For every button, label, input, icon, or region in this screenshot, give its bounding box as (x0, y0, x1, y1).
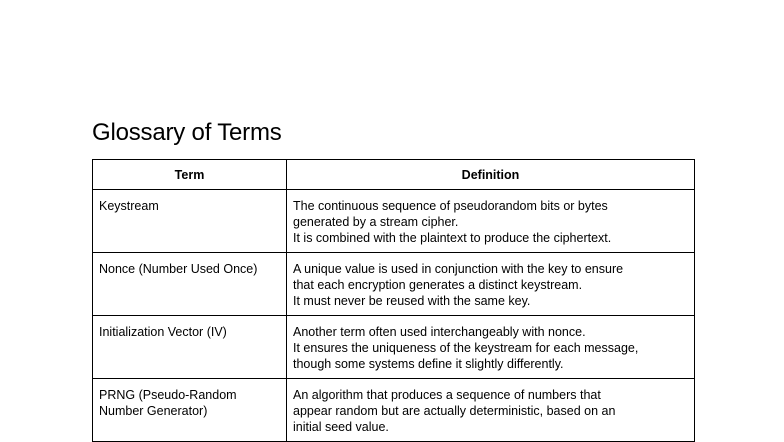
term-cell (93, 253, 287, 316)
table-row (93, 253, 695, 316)
column-header-definition: Definition (287, 160, 695, 190)
glossary-table (92, 159, 695, 442)
term-cell (93, 379, 287, 442)
term-text: Keystream (99, 199, 159, 213)
definition-line: Another term often used interchangeably with nonce. (293, 325, 586, 339)
definition-line: generated by a stream cipher. (293, 215, 459, 229)
definition-line: It must never be reused with the same key. (293, 294, 531, 308)
table-header-row (93, 160, 695, 190)
definition-line: A unique value is used in conjunction with the key to ensure (293, 262, 624, 276)
definition-cell (287, 253, 695, 316)
column-header-term: Term (93, 160, 287, 190)
definition-cell (287, 316, 695, 379)
definition-line: The continuous sequence of pseudorandom bits or bytes (293, 199, 608, 213)
definition-line: An algorithm that produces a sequence of numbers that (293, 388, 601, 402)
table-row (93, 190, 695, 253)
table-row (93, 316, 695, 379)
definition-cell (287, 379, 695, 442)
definition-line: that each encryption generates a distinct keystream. (293, 278, 583, 292)
term-cell (93, 316, 287, 379)
definition-line: though some systems define it slightly differently. (293, 357, 564, 371)
term-text: PRNG (Pseudo-Random Number Generator) (99, 388, 237, 418)
term-text: Initialization Vector (IV) (99, 325, 227, 339)
term-cell (93, 190, 287, 253)
table-row (93, 379, 695, 442)
definition-cell (287, 190, 695, 253)
definition-line: It ensures the uniqueness of the keystream for each message, (293, 341, 639, 355)
page-title: Glossary of Terms (92, 119, 282, 146)
definition-line: It is combined with the plaintext to produce the ciphertext. (293, 231, 612, 245)
definition-line: appear random but are actually deterministic, based on an (293, 404, 616, 418)
term-text: Nonce (Number Used Once) (99, 262, 258, 276)
definition-line: initial seed value. (293, 420, 389, 434)
